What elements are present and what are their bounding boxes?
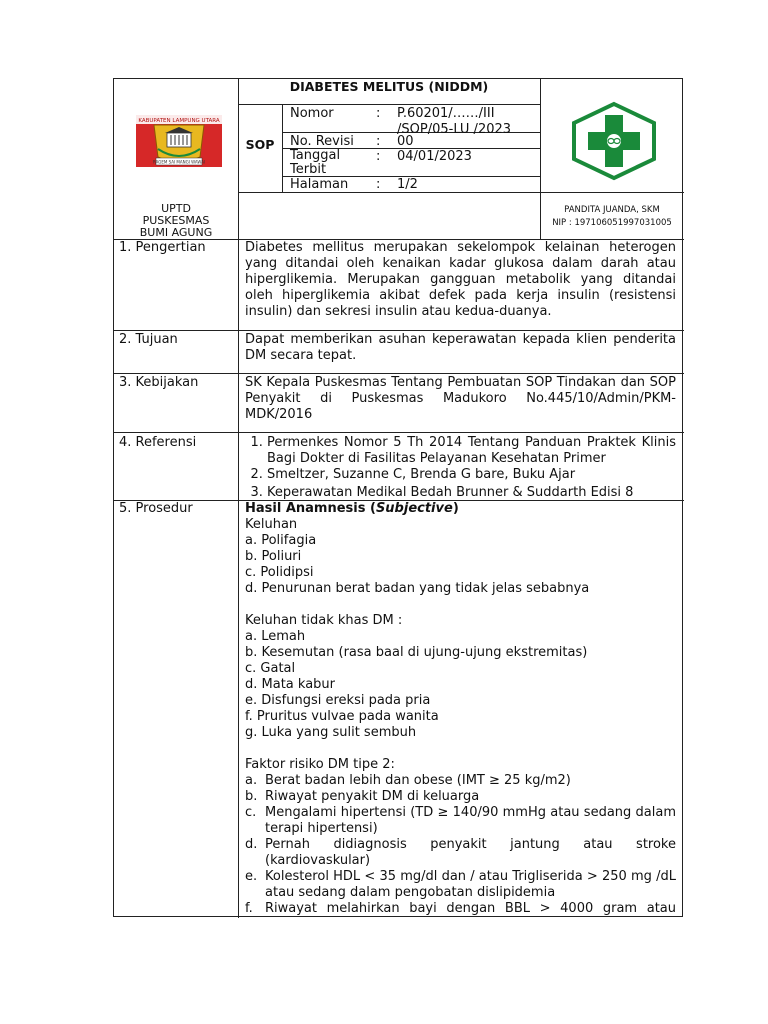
list-item: f. Pruritus vulvae pada wanita (245, 709, 439, 724)
list-item: c. Gatal (245, 661, 296, 676)
list-text: Berat badan lebih dan obese (IMT ≥ 25 kg/m2) (265, 773, 571, 788)
field-sep: : (376, 134, 381, 149)
list-item: d. Penurunan berat badan yang tidak jelas sebabnya (245, 581, 590, 596)
list-text: Mengalami hipertensi (TD ≥ 140/90 mmHg atau sedang dalam terapi hipertensi) (265, 805, 676, 836)
list-item: 3. Keperawatan Medikal Bedah Brunner & Suddarth Edisi 8 (267, 485, 676, 501)
faktor-title: Faktor risiko DM tipe 2: (245, 757, 395, 772)
list-item (245, 869, 676, 901)
list-item: c. Polidipsi (245, 565, 314, 580)
section-text-pengertian: Diabetes mellitus merupakan sekelompok kelainan heterogen yang ditandai oleh kenaikan kadar glukosa dalam darah atau hiperglikemia. Merupakan gangguan metabolik yang ditandai oleh hiperglikemia akibat defek pada kerja insulin (resistensi insulin) dan sekresi insulin atau kedua-duanya. (245, 240, 676, 319)
list-item: 1. Permenkes Nomor 5 Th 2014 Tentang Panduan Praktek Klinis Bagi Dokter di Fasilitas Pelayanan Kesehatan Primer (267, 435, 676, 467)
list-item (245, 837, 676, 869)
list-text: Riwayat melahirkan bayi dengan BBL > 4000 gram atau (265, 901, 676, 916)
section-label-prosedur: 5. Prosedur (119, 501, 193, 516)
heading-end: ) (452, 501, 459, 516)
section-text-kebijakan: SK Kepala Puskesmas Tentang Pembuatan SOP Tindakan dan SOP Penyakit di Puskesmas Madukoro No.445/10/Admin/PKM-MDK/2016 (245, 375, 676, 422)
divider (114, 432, 684, 433)
prosedur-heading (245, 501, 676, 517)
keluhan-title: Keluhan (245, 517, 298, 532)
logo-top-text: KABUPATEN LAMPUNG UTARA (138, 118, 220, 124)
list-marker: e. (245, 869, 258, 884)
list-item: b. Kesemutan (rasa baal di ujung-ujung ekstremitas) (245, 645, 588, 660)
divider (238, 239, 239, 918)
list-text: Pernah didiagnosis penyakit jantung atau stroke (kardiovaskular) (265, 837, 676, 868)
divider (238, 104, 540, 105)
field-sep: : (376, 149, 381, 164)
list-item (245, 789, 676, 805)
list-marker: f. (245, 901, 253, 916)
reference-list (245, 435, 676, 501)
field-label-tanggal: Tanggal Terbit (290, 148, 341, 177)
list-item (245, 901, 676, 917)
sop-document (113, 78, 683, 917)
field-label-nomor: Nomor (290, 106, 334, 121)
list-item: d. Mata kabur (245, 677, 335, 692)
divider (238, 79, 239, 239)
heading-text: Hasil Anamnesis ( (245, 501, 376, 516)
list-marker: d. (245, 837, 258, 852)
list-marker: a. (245, 773, 258, 788)
heading-italic: Subjective (375, 501, 453, 516)
institution-line: UPTD (161, 202, 191, 215)
field-label-revisi: No. Revisi (290, 134, 354, 149)
list-marker: b. (245, 789, 258, 804)
section-text-tujuan: Dapat memberikan asuhan keperawatan kepada klien penderita DM secara tepat. (245, 332, 676, 363)
kabupaten-logo (134, 111, 224, 171)
list-item (245, 805, 676, 837)
list-item: e. Disfungsi ereksi pada pria (245, 693, 431, 708)
list-text: Kolesterol HDL < 35 mg/dl dan / atau Trigliserida > 250 mg /dL atau sedang dalam pengobatan dislipidemia (265, 869, 676, 900)
field-sep: : (376, 106, 381, 121)
page-title: DIABETES MELITUS (NIDDM) (289, 79, 489, 94)
signatory-nip: NIP : 197106051997031005 (552, 218, 672, 228)
list-item: a. Polifagia (245, 533, 317, 548)
tidak-khas-title: Keluhan tidak khas DM : (245, 613, 403, 628)
section-body-prosedur (245, 501, 676, 917)
section-label-pengertian: 1. Pengertian (119, 240, 206, 255)
field-value-tanggal: 04/01/2023 (397, 149, 472, 164)
field-value-nomor: P.60201/……/III /SOP/05-LU /2023 (397, 106, 512, 137)
list-item: 2. Smeltzer, Suzanne C, Brenda G bare, Buku Ajar (267, 467, 676, 483)
section-label-tujuan: 2. Tujuan (119, 332, 178, 347)
divider (114, 330, 684, 331)
field-sep: : (376, 177, 381, 192)
institution-name (114, 203, 238, 239)
field-value-halaman: 1/2 (397, 177, 418, 192)
list-item: b. Poliuri (245, 549, 302, 564)
list-item: a. Lemah (245, 629, 306, 644)
section-label-referensi: 4. Referensi (119, 435, 197, 450)
divider (114, 373, 684, 374)
list-item: g. Luka yang sulit sembuh (245, 725, 417, 740)
list-text: Riwayat penyakit DM di keluarga (265, 789, 480, 804)
institution-line: PUSKESMAS (142, 214, 210, 227)
logo-bottom-text: RAGEM SAI MANGI WAWAI (152, 159, 206, 165)
signatory (540, 204, 684, 230)
field-label-halaman: Halaman (290, 177, 349, 192)
list-marker: c. (245, 805, 257, 820)
puskesmas-logo (569, 101, 659, 181)
signatory-name: PANDITA JUANDA, SKM (564, 205, 660, 215)
sop-label: SOP (245, 137, 275, 152)
field-value-revisi: 00 (397, 134, 414, 149)
list-item (245, 773, 676, 789)
institution-line: BUMI AGUNG (139, 226, 213, 239)
section-label-kebijakan: 3. Kebijakan (119, 375, 199, 390)
